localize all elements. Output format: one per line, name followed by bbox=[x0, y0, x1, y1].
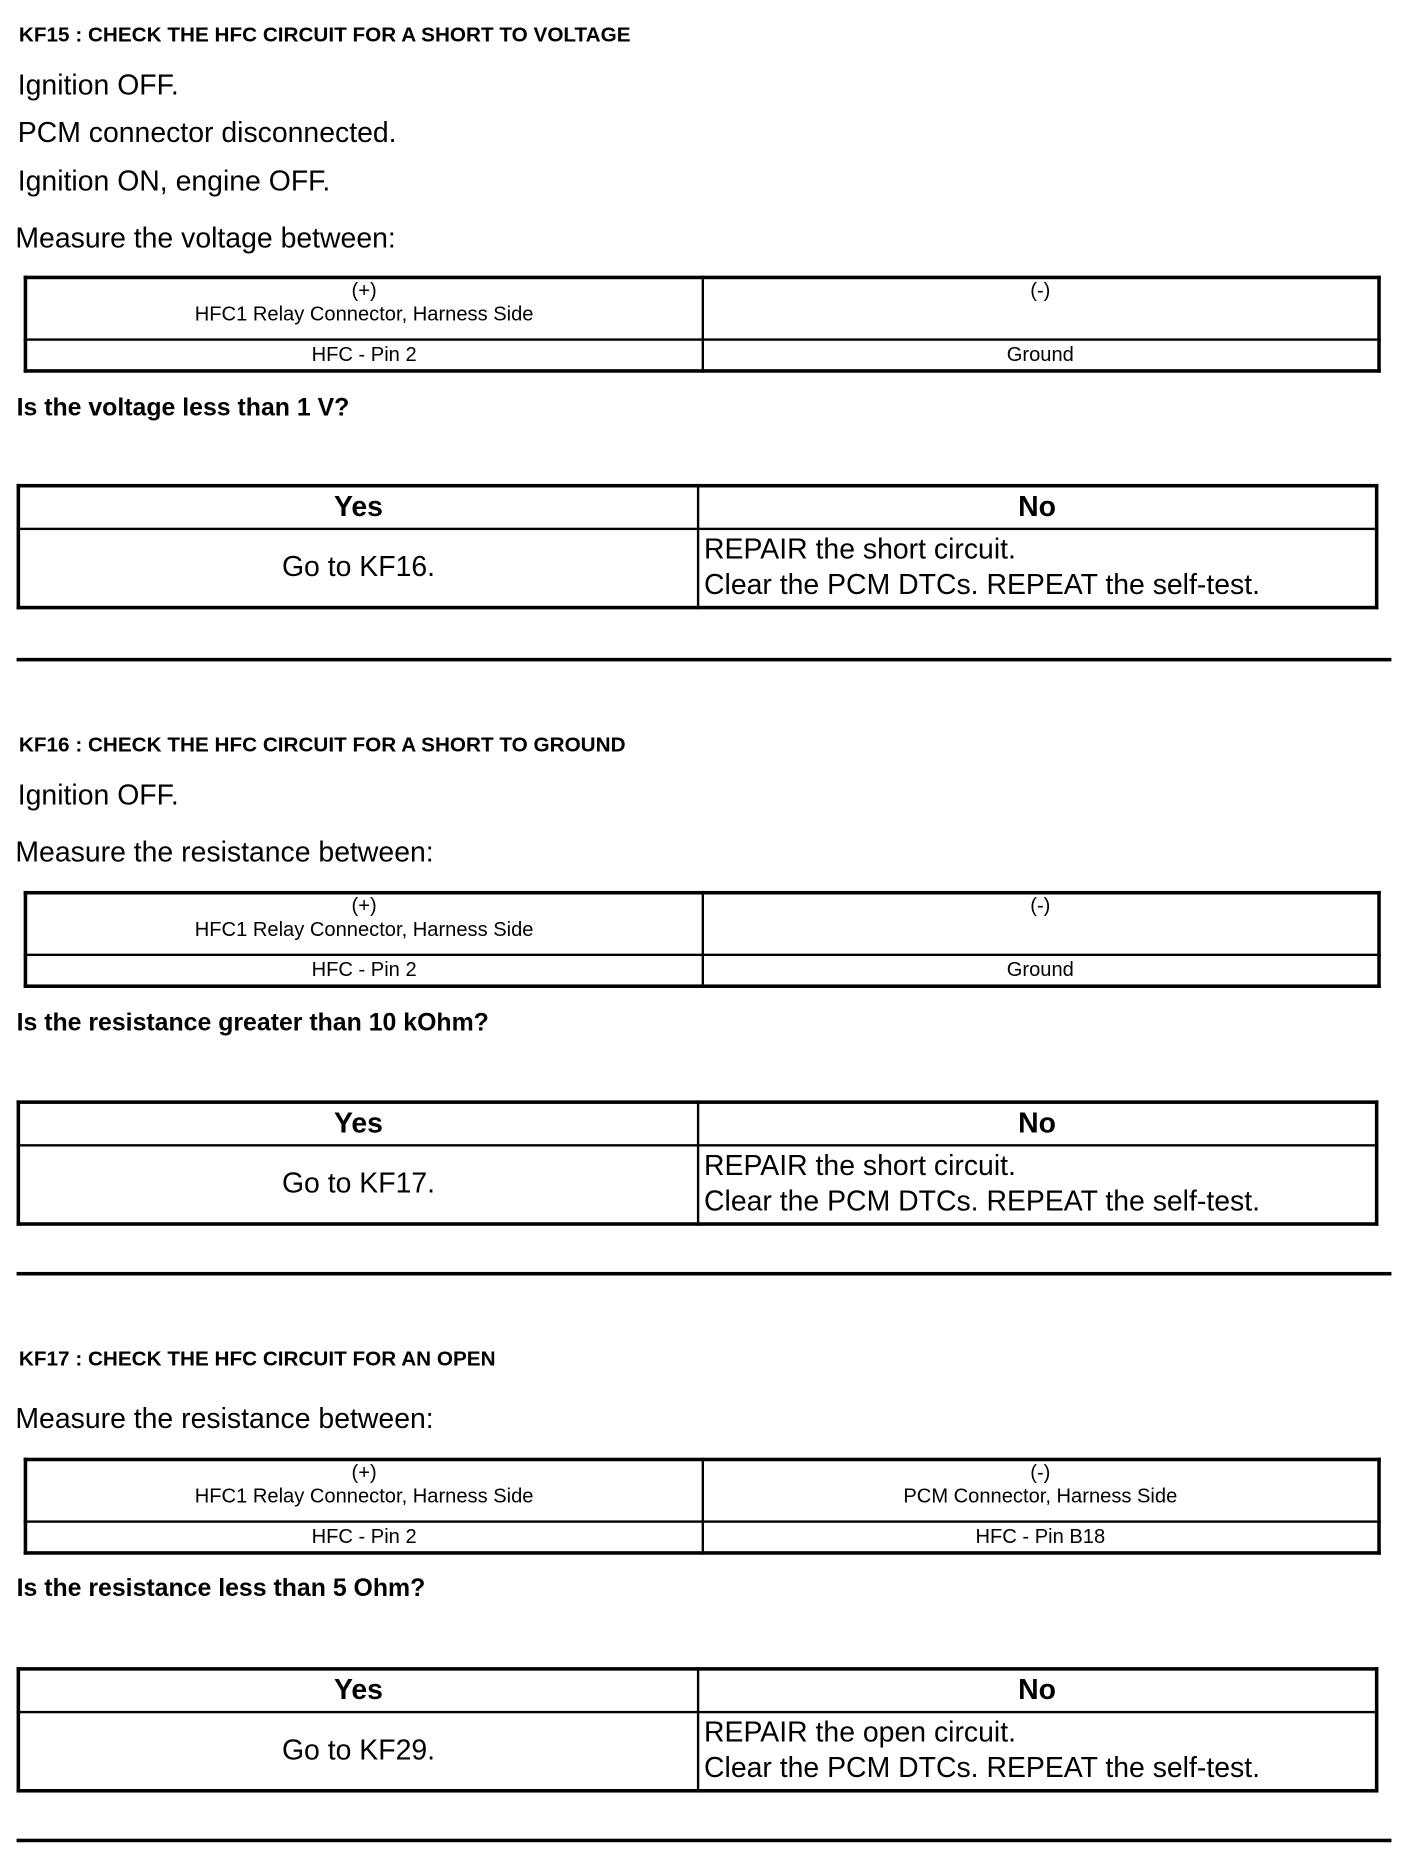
step-instruction: Ignition OFF. bbox=[17, 69, 179, 102]
minus-lead-cell: (-) bbox=[702, 893, 1379, 955]
yes-no-table bbox=[17, 1100, 1379, 1225]
yes-no-table bbox=[17, 1667, 1379, 1792]
step-title: KF16 : CHECK THE HFC CIRCUIT FOR A SHORT TO GROUND bbox=[18, 732, 626, 757]
step-instruction: PCM connector disconnected. bbox=[17, 117, 397, 150]
section-divider bbox=[17, 1272, 1392, 1276]
yes-header: Yes bbox=[18, 486, 698, 529]
measurement-table bbox=[24, 891, 1381, 988]
minus-pin-cell: Ground bbox=[702, 340, 1379, 371]
measurement-table bbox=[24, 276, 1381, 373]
no-header: No bbox=[698, 1669, 1377, 1712]
measurement-table bbox=[24, 1458, 1381, 1555]
no-action: REPAIR the short circuit. Clear the PCM DTCs. REPEAT the self-test. bbox=[698, 529, 1377, 608]
section-divider bbox=[17, 1839, 1392, 1843]
measure-instruction: Measure the resistance between: bbox=[15, 1403, 434, 1436]
plus-pin-cell: HFC - Pin 2 bbox=[25, 340, 702, 371]
no-header: No bbox=[698, 1102, 1377, 1145]
plus-pin-cell: HFC - Pin 2 bbox=[25, 1522, 702, 1553]
measure-instruction: Measure the resistance between: bbox=[15, 836, 434, 869]
section-divider bbox=[17, 658, 1392, 662]
question: Is the resistance greater than 10 kOhm? bbox=[16, 1009, 489, 1037]
yes-action: Go to KF16. bbox=[18, 529, 698, 608]
minus-lead-cell: (-) bbox=[702, 277, 1379, 339]
measure-instruction: Measure the voltage between: bbox=[15, 222, 396, 255]
question: Is the resistance less than 5 Ohm? bbox=[16, 1574, 426, 1603]
step-instruction: Ignition ON, engine OFF. bbox=[17, 165, 331, 198]
plus-lead-cell: (+) HFC1 Relay Connector, Harness Side bbox=[25, 277, 702, 339]
no-action: REPAIR the open circuit. Clear the PCM DTCs. REPEAT the self-test. bbox=[698, 1712, 1377, 1791]
yes-header: Yes bbox=[18, 1102, 698, 1145]
step-title: KF17 : CHECK THE HFC CIRCUIT FOR AN OPEN bbox=[18, 1346, 496, 1371]
yes-action: Go to KF17. bbox=[18, 1145, 698, 1224]
plus-lead-cell: (+) HFC1 Relay Connector, Harness Side bbox=[25, 1459, 702, 1521]
no-header: No bbox=[698, 486, 1377, 529]
question: Is the voltage less than 1 V? bbox=[16, 394, 350, 422]
step-title: KF15 : CHECK THE HFC CIRCUIT FOR A SHORT TO VOLTAGE bbox=[18, 22, 631, 47]
plus-lead-cell: (+) HFC1 Relay Connector, Harness Side bbox=[25, 893, 702, 955]
yes-no-table bbox=[17, 484, 1379, 609]
minus-pin-cell: HFC - Pin B18 bbox=[702, 1522, 1379, 1553]
no-action: REPAIR the short circuit. Clear the PCM DTCs. REPEAT the self-test. bbox=[698, 1145, 1377, 1224]
minus-pin-cell: Ground bbox=[702, 955, 1379, 986]
minus-lead-cell: (-) PCM Connector, Harness Side bbox=[702, 1459, 1379, 1521]
step-instruction: Ignition OFF. bbox=[17, 779, 179, 812]
yes-action: Go to KF29. bbox=[18, 1712, 698, 1791]
yes-header: Yes bbox=[18, 1669, 698, 1712]
plus-pin-cell: HFC - Pin 2 bbox=[25, 955, 702, 986]
